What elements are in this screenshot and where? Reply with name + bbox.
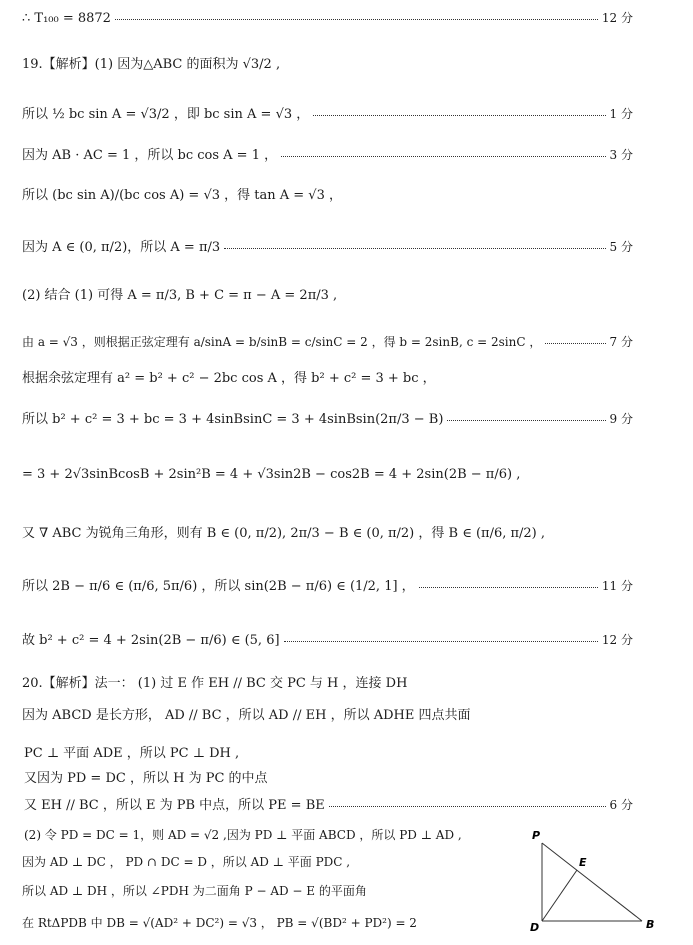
text-line: [22, 238, 633, 257]
text-line: [22, 287, 633, 305]
score-label: 6 分: [609, 798, 633, 812]
text-line: [22, 187, 633, 205]
line-text: ∴ T₁₀₀ = 8872: [22, 11, 111, 26]
leader-dots: [545, 343, 605, 344]
score-label: 12 分: [601, 11, 633, 25]
problem-heading: [22, 675, 633, 693]
leader-dots: [447, 420, 605, 421]
line-text: 又因为 PD = DC ，所以 H 为 PC 的中点: [24, 771, 268, 786]
line-text: 19.【解析】(1) 因为△ABC 的面积为 √3/2 ,: [22, 57, 281, 72]
score-label: 7 分: [609, 335, 633, 349]
vertex-p-label: P: [532, 829, 541, 842]
edge-de: [542, 870, 577, 921]
line-text: 由 a = √3 ，则根据正弦定理有 a/sinA = b/sinB = c/sinC = 2 ，得 b = 2sinB, c = 2sinC ，: [22, 335, 542, 349]
score-label: 1 分: [609, 107, 633, 121]
text-line: [22, 146, 633, 165]
line-text: 因为 AB · AC = 1 ，所以 bc cos A = 1 ，: [22, 148, 278, 163]
line-text: 所以 b² + c² = 3 + bc = 3 + 4sinBsinC = 3 + 4sinBsin(2π/3 − B): [22, 412, 444, 427]
edge-pb: [542, 843, 642, 921]
line-text: 所以 (bc sin A)/(bc cos A) = √3 ，得 tan A = √3 ，: [22, 188, 342, 203]
problem-heading: [22, 56, 633, 74]
line-text: 在 RtΔPDB 中 DB = √(AD² + DC²) = √3 ， PB = √(BD² + PD²) = 2: [22, 916, 417, 930]
score-label: 12 分: [601, 633, 633, 647]
text-line: [22, 525, 633, 543]
text-line: [22, 853, 513, 871]
score-label: 9 分: [609, 412, 633, 426]
leader-dots: [224, 248, 605, 249]
line-text: PC ⊥ 平面 ADE ，所以 PC ⊥ DH ,: [24, 746, 240, 761]
text-line: [22, 577, 633, 596]
text-line: [22, 707, 633, 725]
leader-dots: [329, 806, 606, 807]
vertex-b-label: B: [646, 918, 655, 931]
line-text: 又 ∇ ABC 为锐角三角形，则有 B ∈ (0, π/2), 2π/3 − B ∈ (0, π/2) ，得 B ∈ (π/6, π/2) ,: [22, 526, 546, 541]
text-line: [22, 631, 633, 650]
leader-dots: [419, 587, 598, 588]
line-text: 又 EH // BC ，所以 E 为 PB 中点，所以 PE = BE: [24, 798, 325, 813]
text-line: [22, 410, 633, 429]
line-text: 所以 ½ bc sin A = √3/2 ，即 bc sin A = √3 ，: [22, 107, 310, 122]
line-text: 所以 2B − π/6 ∈ (π/6, 5π/6) ，所以 sin(2B − π/6) ∈ (1/2, 1] ，: [22, 579, 415, 594]
line-text: (2) 令 PD = DC = 1，则 AD = √2 ,因为 PD ⊥ 平面 ABCD ，所以 PD ⊥ AD ,: [24, 828, 462, 842]
line-text: 因为 ABCD 是长方形， AD // BC ，所以 AD // EH ，所以 ADHE 四点共面: [22, 708, 471, 723]
text-line: [22, 466, 633, 484]
line-text: 根据余弦定理有 a² = b² + c² − 2bc cos A ，得 b² + c² = 3 + bc ，: [22, 371, 436, 386]
text-line: [24, 796, 633, 815]
text-line: [22, 105, 633, 124]
text-line: [24, 770, 633, 788]
score-label: 3 分: [609, 148, 633, 162]
leader-dots: [313, 115, 605, 116]
line-text: 故 b² + c² = 4 + 2sin(2B − π/6) ∈ (5, 6]: [22, 633, 280, 648]
line-text: 所以 AD ⊥ DH ，所以 ∠PDH 为二面角 P − AD − E 的平面角: [22, 884, 367, 898]
line-text: 因为 A ∈ (0, π/2)，所以 A = π/3: [22, 240, 221, 255]
line-text: 20.【解析】法一： (1) 过 E 作 EH // BC 交 PC 与 H ，连接 DH: [22, 676, 408, 691]
line-text: = 3 + 2√3sinBcosB + 2sin²B = 4 + √3sin2B − cos2B = 4 + 2sin(2B − π/6) ,: [22, 467, 521, 482]
leader-dots: [115, 19, 598, 20]
text-line: [22, 370, 633, 388]
line-text: (2) 结合 (1) 可得 A = π/3, B + C = π − A = 2π/3 ,: [22, 288, 338, 303]
vertex-e-label: E: [579, 856, 587, 869]
geometry-figure: [520, 825, 670, 940]
score-label: 5 分: [609, 240, 633, 254]
text-line: [24, 826, 513, 844]
text-line: [22, 914, 513, 932]
text-line: [24, 745, 633, 763]
text-line: [22, 882, 513, 900]
leader-dots: [284, 641, 598, 642]
score-label: 11 分: [601, 579, 633, 593]
leader-dots: [281, 156, 605, 157]
text-line: [22, 9, 633, 28]
vertex-d-label: D: [530, 921, 540, 934]
text-line: [22, 333, 633, 351]
line-text: 因为 AD ⊥ DC ， PD ∩ DC = D ，所以 AD ⊥ 平面 PDC ,: [22, 855, 351, 869]
